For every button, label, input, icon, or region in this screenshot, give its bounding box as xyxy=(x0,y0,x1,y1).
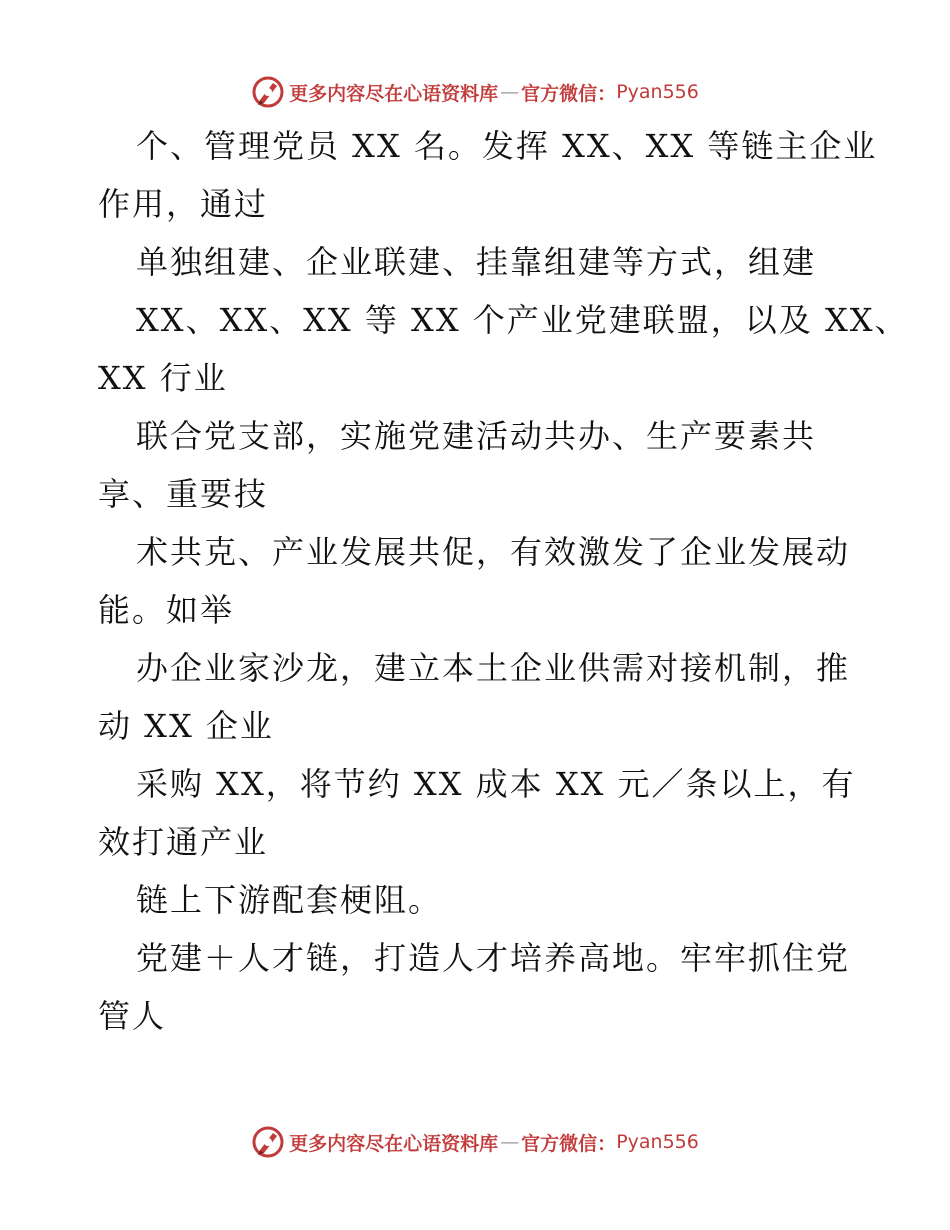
text-line: XX、XX、XX 等 XX 个产业党建联盟，以及 XX、 xyxy=(136,301,909,339)
text-line: 链上下游配套梗阻。 xyxy=(136,881,443,919)
watermark-brand: 更多内容尽在心语资料库 xyxy=(289,1132,499,1155)
text-line: 享、重要技 xyxy=(98,475,269,513)
watermark-wechat-label: 官方微信： xyxy=(521,1132,617,1155)
watermark-dash: — xyxy=(500,1131,520,1153)
text-line: 采购 XX，将节约 XX 成本 XX 元／条以上，有 xyxy=(136,765,856,803)
header-watermark xyxy=(0,72,950,112)
watermark-brand: 更多内容尽在心语资料库 xyxy=(289,82,499,105)
text-line: 术共克、产业发展共促，有效激发了企业发展动 xyxy=(136,533,851,571)
text-line: 管人 xyxy=(98,997,167,1035)
watermark-dash: — xyxy=(500,81,520,103)
text-line: 动 XX 企业 xyxy=(98,707,274,745)
pen-logo-icon xyxy=(251,1125,285,1159)
text-line: 效打通产业 xyxy=(98,823,269,861)
watermark-wechat-label: 官方微信： xyxy=(521,82,617,105)
text-line: 单独组建、企业联建、挂靠组建等方式，组建 xyxy=(136,243,817,281)
text-line: 联合党支部，实施党建活动共办、生产要素共 xyxy=(136,417,817,455)
pen-logo-icon xyxy=(251,75,285,109)
text-line: 办企业家沙龙，建立本土企业供需对接机制，推 xyxy=(136,649,851,687)
text-line: 能。如举 xyxy=(98,591,235,629)
text-line: 党建＋人才链，打造人才培养高地。牢牢抓住党 xyxy=(136,939,851,977)
footer-watermark xyxy=(0,1122,950,1162)
text-line: XX 行业 xyxy=(98,359,228,397)
document-body xyxy=(98,117,909,1045)
text-line: 作用，通过 xyxy=(98,185,269,223)
watermark-wechat-id: Pyan556 xyxy=(616,81,699,103)
watermark-wechat-id: Pyan556 xyxy=(616,1131,699,1153)
text-line: 个、管理党员 XX 名。发挥 XX、XX 等链主企业 xyxy=(136,127,878,165)
